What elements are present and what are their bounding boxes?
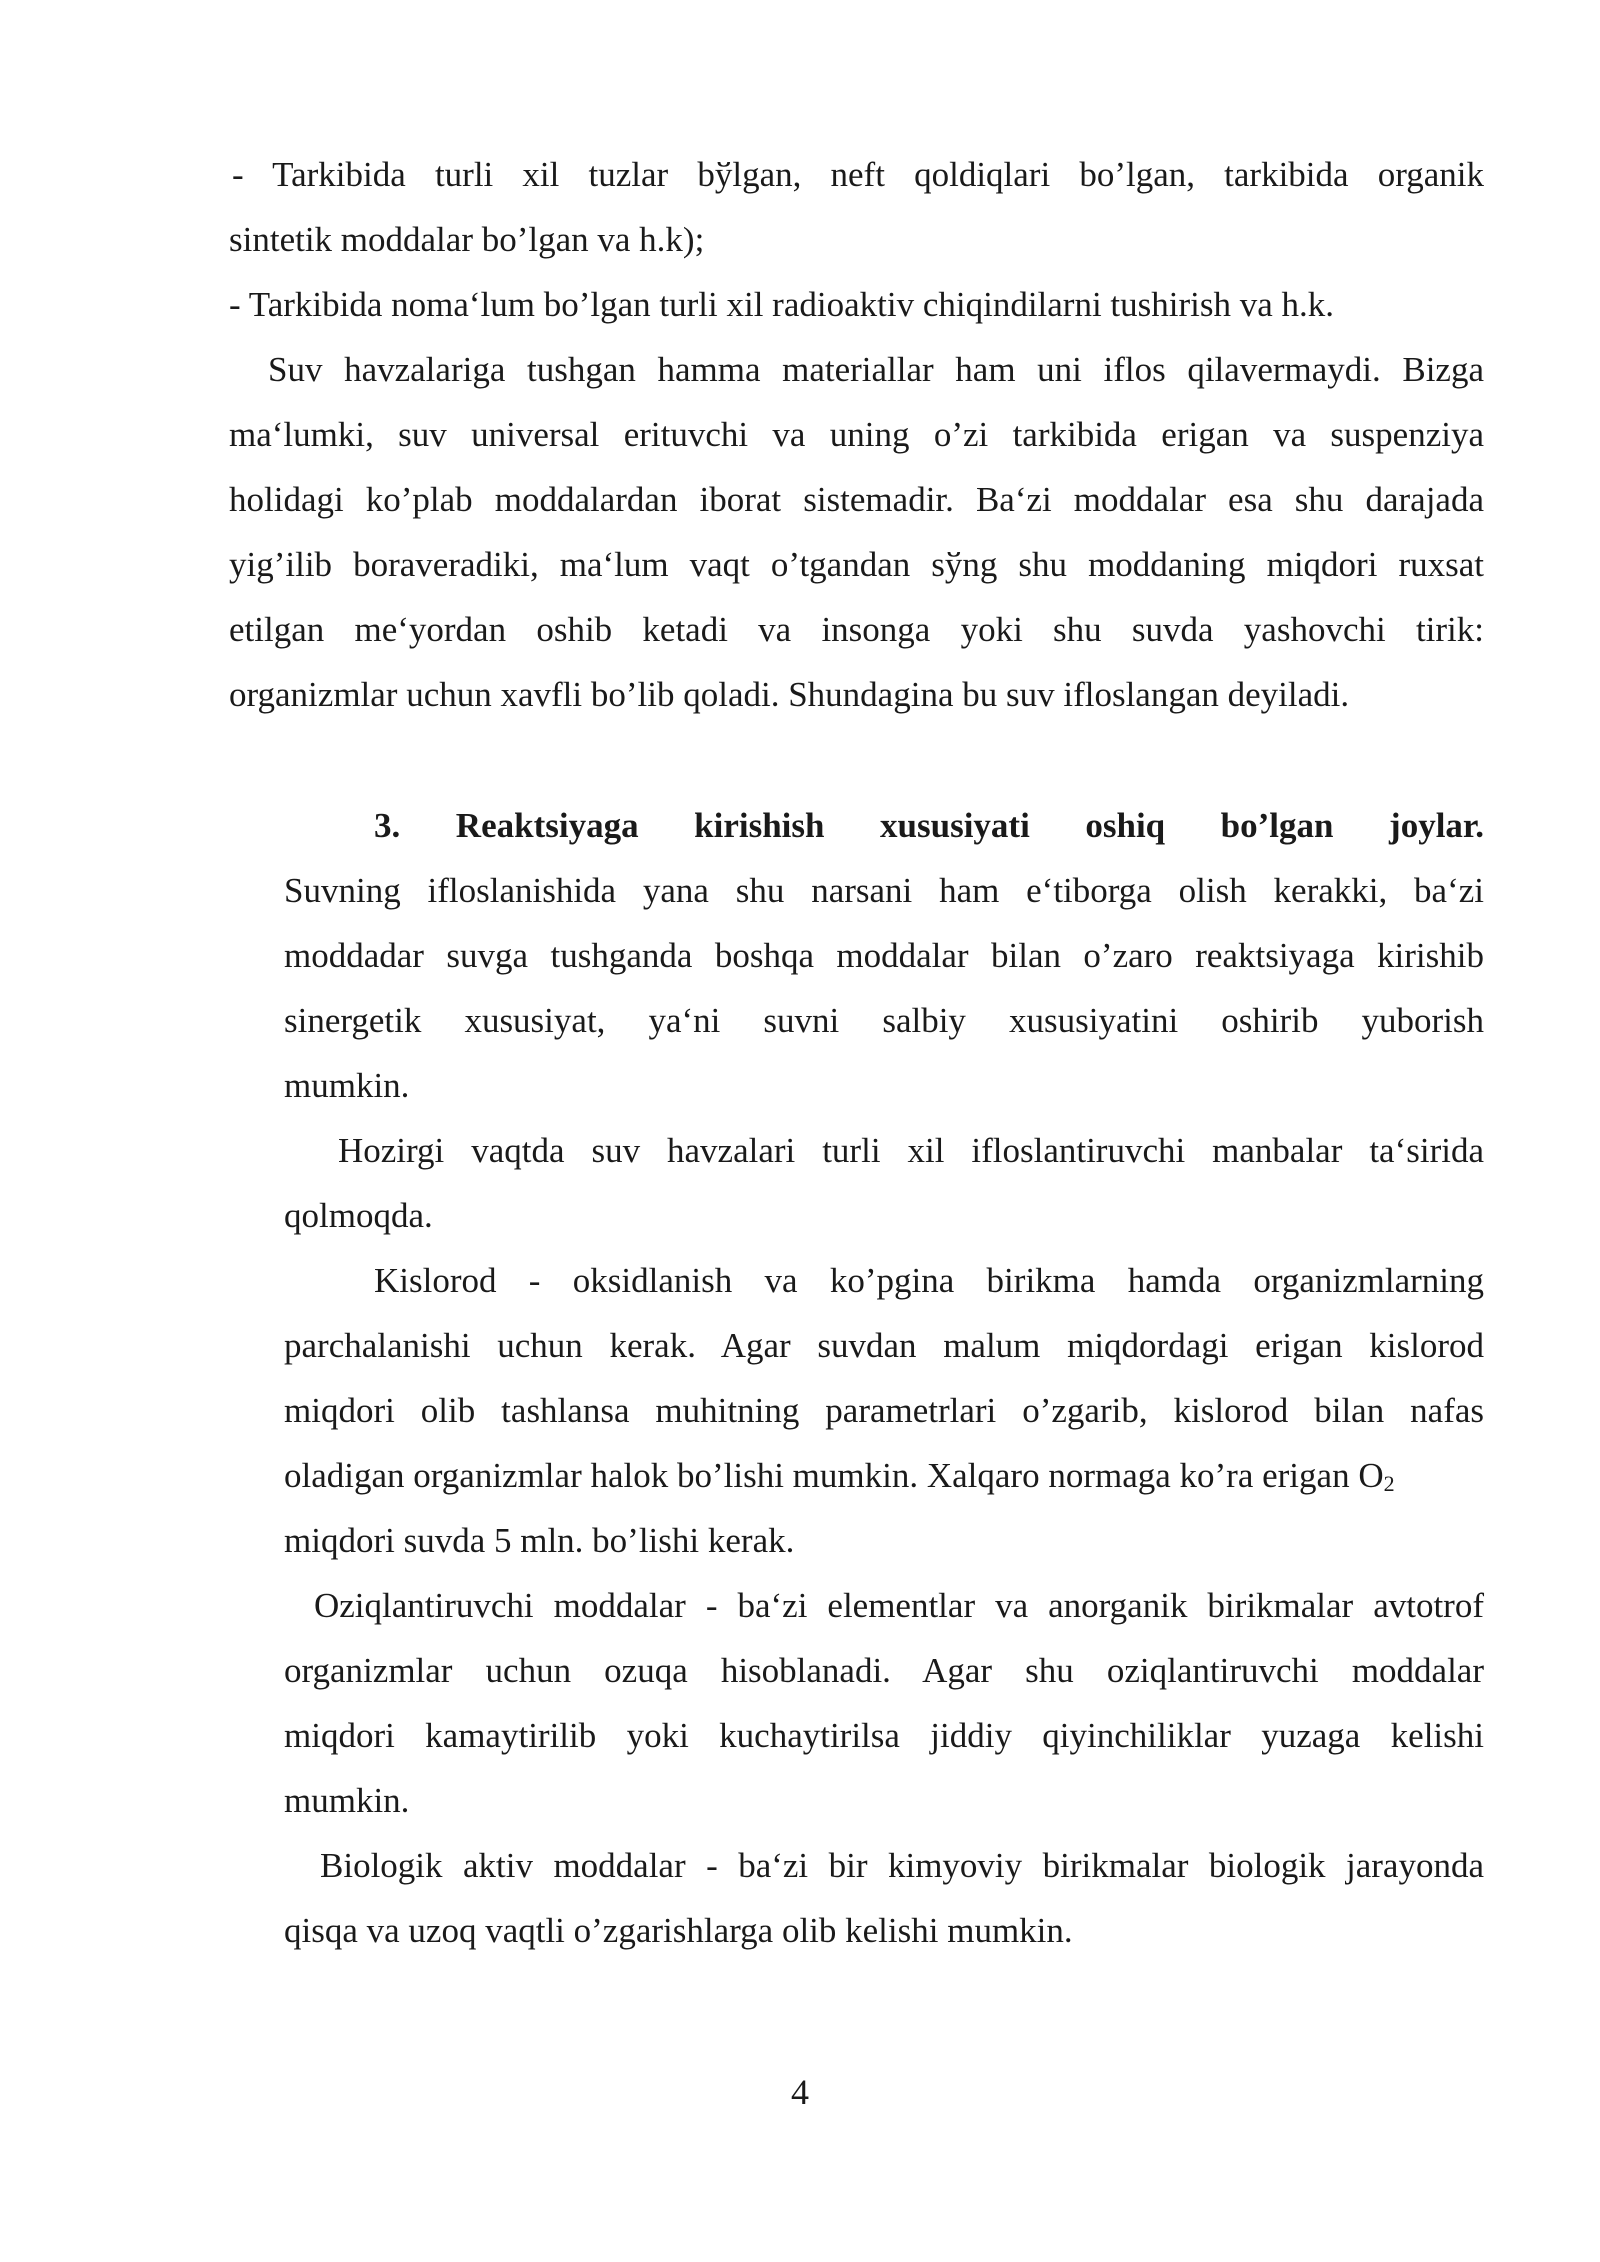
text-line: Biologik aktiv moddalar - ba‘zi bir kimyoviy birikmalar biologik jarayonda — [320, 1846, 1484, 1885]
text-line: Kislorod - oksidlanish va ko’pgina birikma hamda organizmlarning — [374, 1261, 1484, 1300]
text-line: qolmoqda. — [284, 1196, 433, 1235]
subscript: 2 — [1383, 1471, 1395, 1496]
text-line: - Tarkibida turli xil tuzlar bўlgan, neft qoldiqlari bo’lgan, tarkibida organik — [232, 155, 1484, 194]
text-line: miqdori suvda 5 mln. bo’lishi kerak. — [284, 1521, 795, 1560]
text-line: organizmlar uchun ozuqa hisoblanadi. Agar shu oziqlantiruvchi moddalar — [284, 1651, 1484, 1690]
text-line: mumkin. — [284, 1066, 410, 1105]
text-segment: oladigan organizmlar halok bo’lishi mumkin. Xalqaro normaga ko’ra erigan O — [284, 1456, 1384, 1495]
text-line: yig’ilib boraveradiki, ma‘lum vaqt o’tgandan sўng shu moddaning miqdori ruxsat — [229, 545, 1484, 584]
text-line: ma‘lumki, suv universal erituvchi va uning o’zi tarkibida erigan va suspenziya — [229, 415, 1484, 454]
text-line: etilgan me‘yordan oshib ketadi va insonga yoki shu suvda yashovchi tirik: — [229, 610, 1484, 649]
text-line: moddadar suvga tushganda boshqa moddalar bilan o’zaro reaktsiyaga kirishib — [284, 936, 1484, 975]
text-line: mumkin. — [284, 1781, 410, 1820]
text-line: qisqa va uzoq vaqtli o’zgarishlarga olib kelishi mumkin. — [284, 1911, 1073, 1950]
text-line: Suv havzalariga tushgan hamma materiallar ham uni iflos qilavermaydi. Bizga — [268, 350, 1484, 389]
text-line: miqdori olib tashlansa muhitning parametrlari o’zgarib, kislorod bilan nafas — [284, 1391, 1484, 1430]
text-line: sinergetik xususiyat, ya‘ni suvni salbiy xususiyatini oshirib yuborish — [284, 1001, 1484, 1040]
text-line: - Tarkibida noma‘lum bo’lgan turli xil radioaktiv chiqindilarni tushirish va h.k. — [229, 285, 1335, 324]
text-line: sintetik moddalar bo’lgan va h.k); — [229, 220, 705, 259]
text-line: Suvning ifloslanishida yana shu narsani ham e‘tiborga olish kerakki, ba‘zi — [284, 871, 1484, 910]
text-line: Hozirgi vaqtda suv havzalari turli xil ifloslantiruvchi manbalar ta‘sirida — [338, 1131, 1484, 1170]
page-number: 4 — [791, 2072, 809, 2112]
text-line: miqdori kamaytirilib yoki kuchaytirilsa jiddiy qiyinchiliklar yuzaga kelishi — [284, 1716, 1484, 1755]
section-heading: 3. Reaktsiyaga kirishish xususiyati oshiq bo’lgan joylar. — [374, 806, 1484, 845]
text-line: holidagi ko’plab moddalardan iborat sistemadir. Ba‘zi moddalar esa shu darajada — [229, 480, 1484, 519]
text-line — [284, 1456, 1395, 1504]
text-line: organizmlar uchun xavfli bo’lib qoladi. Shundagina bu suv ifloslangan deyiladi. — [229, 675, 1350, 714]
text-line: Oziqlantiruvchi moddalar - ba‘zi elementlar va anorganik birikmalar avtotrof — [314, 1586, 1484, 1625]
text-line: parchalanishi uchun kerak. Agar suvdan malum miqdordagi erigan kislorod — [284, 1326, 1484, 1365]
